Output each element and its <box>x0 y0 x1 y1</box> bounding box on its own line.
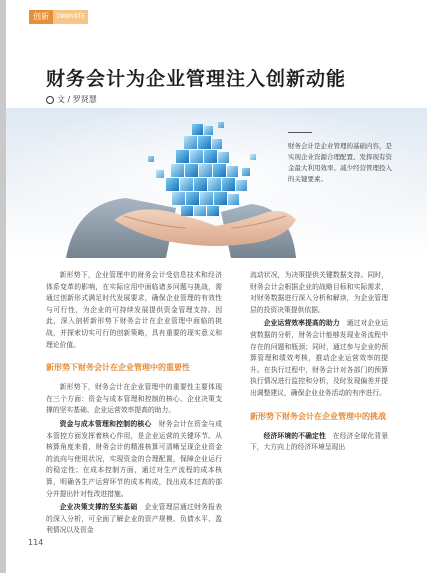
paragraph <box>46 502 222 537</box>
paragraph: 新形势下，财务会计在企业管理中的重要性主要体现在三个方面：资金与成本管理和控制的核心、企业决策支撑的坚实基础、企业运营效率提高的助力。 <box>46 383 222 415</box>
paragraph <box>46 419 222 500</box>
section-header <box>29 10 88 24</box>
byline-text: 文 / 罗贤慧 <box>57 95 97 104</box>
section-heading: 新形势下财务会计在企业管理中的挑战 <box>250 411 386 421</box>
pull-quote-text: 财务会计是企业管理的基础内容，是实现企业资源合理配置、发挥现有资金最大利用效率、减少经营管理投入的关键要素。 <box>288 142 392 183</box>
paragraph-body: 在经济全球化背景下，大方向上的经济环境呈现出 <box>250 431 389 452</box>
paragraph <box>250 318 388 399</box>
paragraph-lead: 经济环境的不确定性 <box>263 431 326 440</box>
paragraph: 流动状况，为决策提供关键数据支持。同时，财务会计会根据企业的战略目标和实际需求，对财务数据进行深入分析和解读，为企业管理层的投资决策提供依据。 <box>250 271 388 314</box>
pull-quote <box>288 132 392 185</box>
page-number: 114 <box>28 538 44 547</box>
pull-quote-rule <box>288 132 312 133</box>
paragraph-body: 企业管理层通过财务报表的深入分析，可全面了解企业的资产规模、负债水平、盈利情况以及资金 <box>46 503 223 535</box>
paragraph-body: 财务会计在资金与成本管控方面发挥着核心作用，是企业运营的关键环节。从核算角度来看，财务会计的精准核算可清晰呈现企业资金的流向与使用状况，实现资金的合理配置，保障企业运行的稳定性；在成本控制方面，通过对生产流程的成本核算，明确各生产运营环节的成本构成，找出成本过高的部分并提出针对性改进措施。 <box>46 419 223 498</box>
body-column-right <box>250 270 388 456</box>
paragraph: 新形势下，企业管理中的财务会计受信息技术和经济体系变革的影响，在实际应用中面临诸多问题与挑战，需通过创新形式满足时代发展要求，确保企业管理的有效性与可行性，为企业的可持续发展提供资金管理支持。因此，深入剖析新形势下财务会计在企业管理中面临的挑战，并探索切实可行的创新策略，具有重要的现实意义和理论价值。 <box>46 271 222 349</box>
paragraph <box>250 431 388 454</box>
paragraph-lead: 资金与成本管理和控制的核心 <box>59 419 152 428</box>
byline <box>46 94 97 105</box>
paragraph-body: 通过对企业运营数据的分析，财务会计能够发现业务流程中存在的问题和瓶颈；同时，通过参与企业的预算管理和绩效考核，推动企业运营效率的提升。在执行过程中，财务会计对各部门的预算执行情况进行监控和分析，及时发现偏差并提出调整建议，确保企业业务活动的有序进行。 <box>250 319 389 397</box>
section-label: 创新 <box>29 10 53 24</box>
body-column-left <box>46 270 222 539</box>
page-edge-strip <box>0 0 6 573</box>
section-tag: INNOVATE <box>53 10 88 24</box>
section-heading: 新形势下财务会计在企业管理中的重要性 <box>46 363 190 373</box>
paragraph-lead: 企业决策支撑的坚实基础 <box>59 503 138 512</box>
paragraph-lead: 企业运营效率提高的助力 <box>263 319 340 328</box>
byline-circle-icon <box>46 96 54 104</box>
article-title: 财务会计为企业管理注入创新动能 <box>46 68 347 90</box>
